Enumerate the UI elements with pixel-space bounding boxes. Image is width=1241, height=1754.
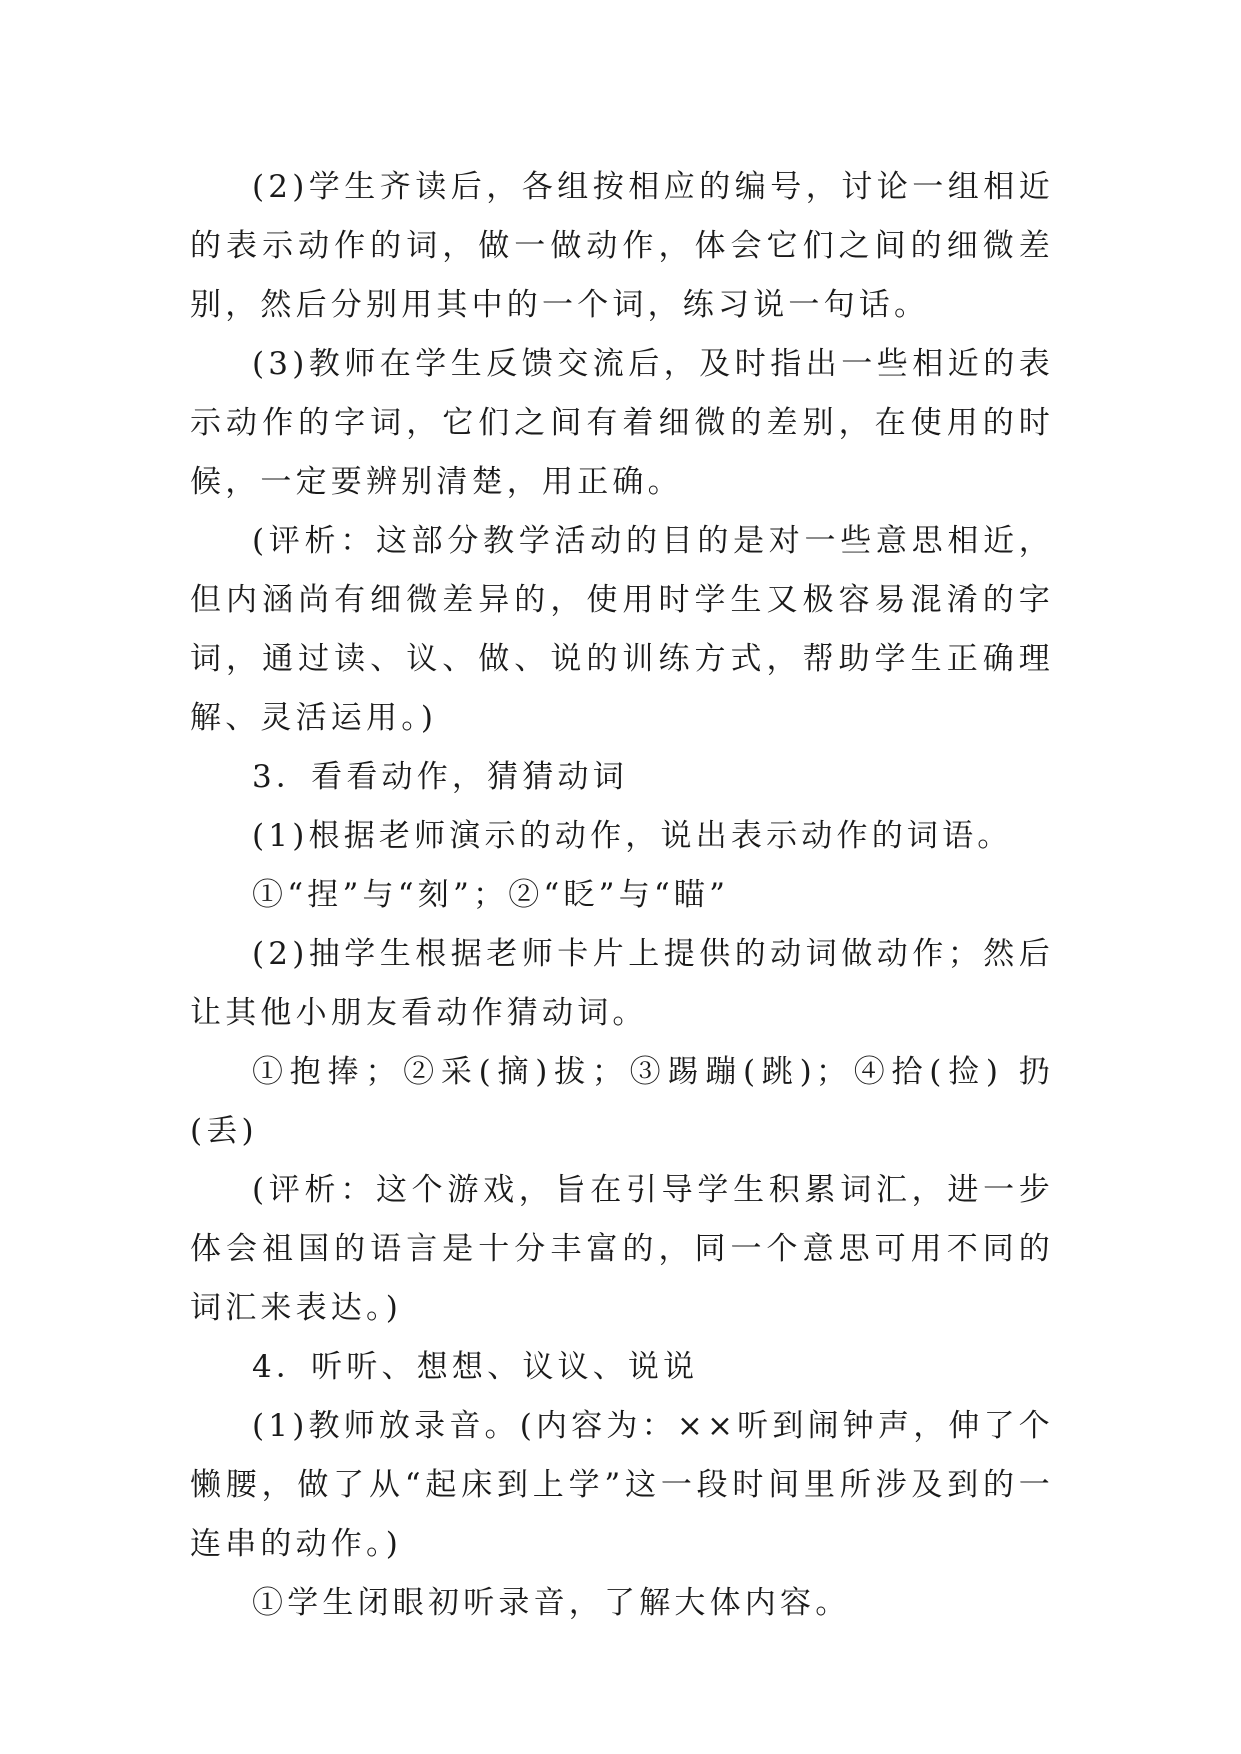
paragraph: (2)抽学生根据老师卡片上提供的动词做动作；然后让其他小朋友看动作猜动词。 — [190, 936, 1054, 1031]
paragraph: (1)根据老师演示的动作，说出表示动作的词语。 — [252, 818, 1013, 854]
paragraph: (3)教师在学生反馈交流后，及时指出一些相近的表示动作的字词，它们之间有着细微的差别，在使用的时候，一定要辨别清楚，用正确。 — [190, 346, 1054, 500]
paragraph: (评析：这个游戏，旨在引导学生积累词汇，进一步体会祖国的语言是十分丰富的，同一个意思可用不同的词汇来表达。) — [190, 1172, 1054, 1326]
document-body — [190, 158, 1054, 1633]
paragraph: (1)教师放录音。(内容为：××听到闹钟声，伸了个懒腰，做了从“起床到上学”这一段时间里所涉及到的一连串的动作。) — [190, 1408, 1054, 1562]
paragraph: ①抱捧；②采(摘)拔；③踢蹦(跳)；④拾(捡) 扔(丢) — [190, 1054, 1054, 1149]
paragraph: (2)学生齐读后，各组按相应的编号，讨论一组相近的表示动作的词，做一做动作，体会它们之间的细微差别，然后分别用其中的一个词，练习说一句话。 — [190, 169, 1054, 323]
section-heading: 3．看看动作，猜猜动词 — [252, 759, 628, 795]
section-heading: 4．听听、想想、议议、说说 — [252, 1349, 699, 1385]
paragraph: ①“捏”与“刻”；②“眨”与“瞄” — [252, 877, 730, 913]
paragraph: ①学生闭眼初听录音，了解大体内容。 — [252, 1585, 851, 1621]
paragraph: (评析：这部分教学活动的目的是对一些意思相近，但内涵尚有细微差异的，使用时学生又极容易混淆的字词，通过读、议、做、说的训练方式，帮助学生正确理解、灵活运用。) — [190, 523, 1054, 736]
